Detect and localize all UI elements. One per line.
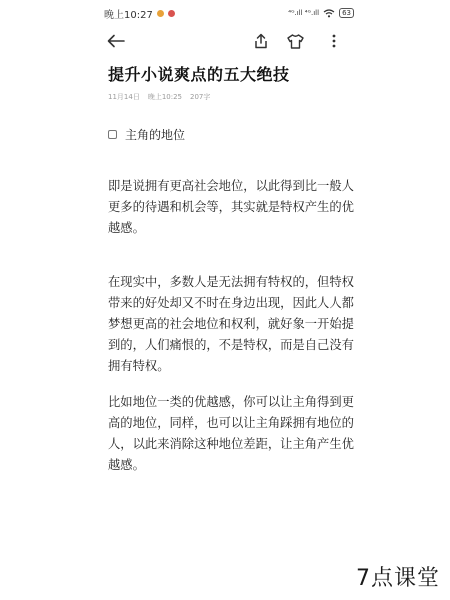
battery-icon: 63 bbox=[339, 8, 354, 18]
tshirt-icon bbox=[287, 34, 304, 49]
note-word-count: 207字 bbox=[190, 93, 211, 101]
wifi-icon bbox=[323, 9, 335, 18]
notification-icon-2 bbox=[168, 10, 175, 17]
note-paragraph-2[interactable]: 在现实中，多数人是无法拥有特权的，但特权带来的好处却又不时在身边出现，因此人人都梦想更高的社会地位和权利，就好象一开始提到的，人们痛恨的，不是特权，而是自己没有拥有特权。 bbox=[108, 275, 354, 373]
status-right bbox=[288, 8, 354, 18]
arrow-left-icon bbox=[107, 34, 125, 48]
checklist-item bbox=[108, 126, 185, 143]
theme-button[interactable] bbox=[284, 28, 306, 54]
checkbox[interactable] bbox=[108, 130, 117, 139]
more-vertical-icon bbox=[332, 34, 336, 48]
status-bar bbox=[104, 4, 354, 22]
note-time: 晚上10:25 bbox=[147, 93, 183, 101]
share-icon bbox=[254, 33, 268, 49]
note-toolbar bbox=[100, 28, 350, 54]
status-time: 晚上10:27 bbox=[104, 9, 153, 21]
watermark: 7点课堂 bbox=[356, 566, 440, 591]
status-left bbox=[104, 6, 175, 21]
note-paragraph-1[interactable]: 即是说拥有更高社会地位，以此得到比一般人更多的待遇和机会等，其实就是特权产生的优越感。 bbox=[108, 179, 354, 235]
note-date: 11月14日 bbox=[108, 93, 140, 101]
notification-icon bbox=[157, 10, 164, 17]
checklist-item-label[interactable]: 主角的地位 bbox=[125, 128, 186, 142]
signal-icon: ⁴ᴳ.ıll ⁴ᴳ.ıll bbox=[288, 9, 320, 17]
note-paragraph-3[interactable]: 比如地位一类的优越感，你可以让主角得到更高的地位，同样，也可以让主角踩拥有地位的人，以此来消除这种地位差距，让主角产生优越感。 bbox=[108, 395, 354, 472]
note-meta bbox=[108, 92, 210, 102]
back-button[interactable] bbox=[104, 28, 128, 54]
more-button[interactable] bbox=[326, 28, 342, 54]
share-button[interactable] bbox=[250, 28, 272, 54]
note-title[interactable]: 提升小说爽点的五大绝技 bbox=[108, 65, 290, 84]
